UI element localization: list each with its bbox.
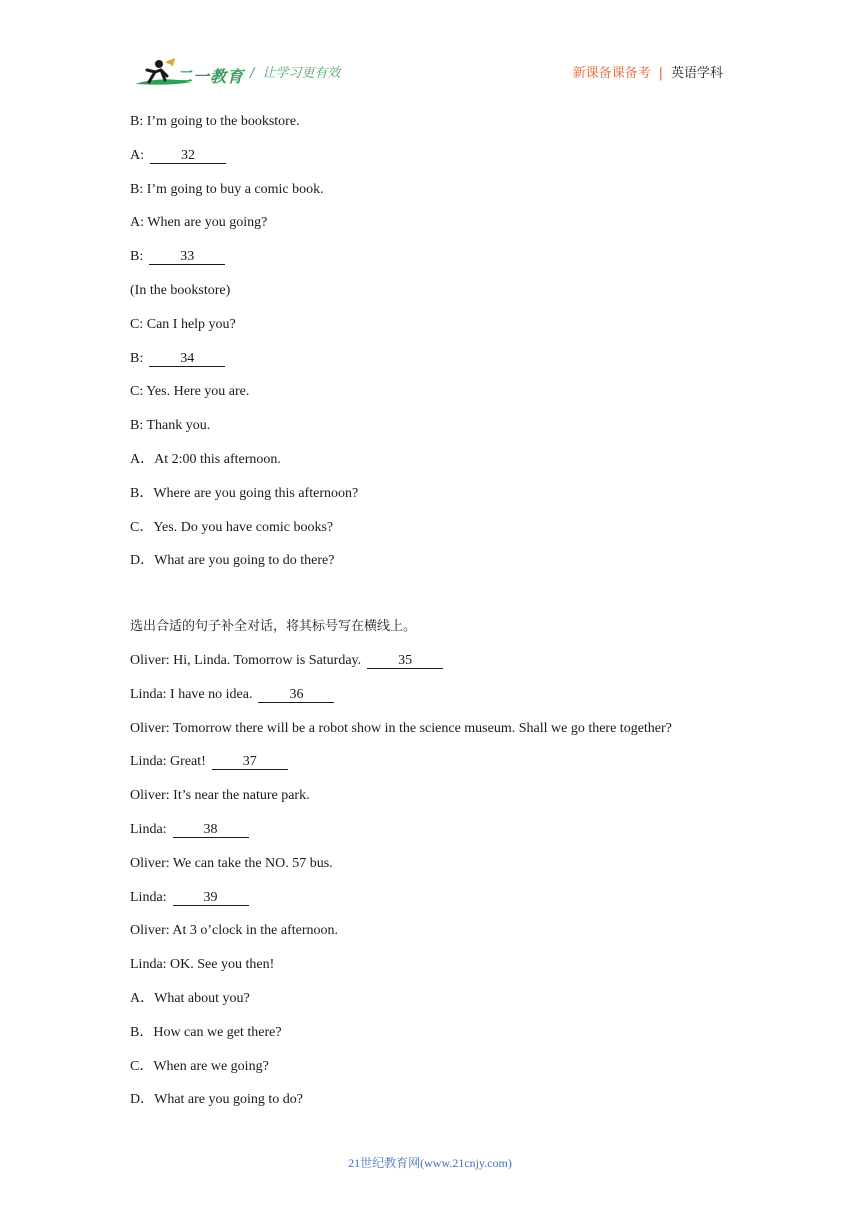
section-gap — [130, 585, 730, 617]
dialogue-line — [130, 315, 730, 335]
line-text: Oliver: Hi, Linda. Tomorrow is Saturday. — [130, 652, 362, 668]
dialogue-line — [130, 820, 730, 840]
line-text: Linda: I have no idea. — [130, 686, 253, 702]
dialogue-line — [130, 146, 730, 166]
header-separator: | — [658, 66, 663, 81]
line-text: A．What about you? — [130, 990, 250, 1006]
dialogue-line — [130, 989, 730, 1009]
line-text: B: I’m going to the bookstore. — [130, 114, 300, 129]
logo-text: 二一教育 — [176, 67, 245, 86]
line-text: B．How can we get there? — [130, 1024, 282, 1040]
line-text: B: — [130, 350, 144, 366]
dialogue-line — [130, 180, 730, 200]
dialogue-line — [130, 786, 730, 806]
line-text: B: Thank you. — [130, 418, 211, 434]
line-text: Oliver: Tomorrow there will be a robot show in the science museum. Shall we go there together? — [130, 720, 672, 736]
dialogue-line — [130, 921, 730, 941]
line-text: Oliver: We can take the NO. 57 bus. — [130, 855, 333, 871]
dialogue-line — [130, 651, 730, 671]
document-body — [130, 112, 730, 1124]
dialogue-line — [130, 888, 730, 908]
slogan — [250, 62, 340, 81]
line-text: Linda: OK. See you then! — [130, 957, 275, 973]
answer-blank[interactable]: 32 — [150, 149, 226, 164]
dialogue-line — [130, 719, 730, 739]
line-text: Linda: — [130, 889, 167, 905]
dialogue-1 — [130, 112, 730, 571]
dialogue-line — [130, 484, 730, 504]
dialogue-line — [130, 349, 730, 369]
answer-blank[interactable]: 34 — [149, 352, 225, 367]
dialogue-line — [130, 281, 730, 301]
line-text: A．At 2:00 this afternoon. — [130, 451, 281, 467]
header-right — [573, 62, 723, 81]
dialogue-line — [130, 416, 730, 436]
line-text: B: — [130, 249, 144, 265]
page-footer: 21世纪教育网(www.21cnjy.com) — [348, 1156, 512, 1170]
answer-blank[interactable]: 36 — [258, 688, 334, 703]
line-text: C: Can I help you? — [130, 316, 236, 332]
answer-blank[interactable]: 39 — [173, 891, 249, 906]
dialogue-line — [130, 382, 730, 402]
answer-blank[interactable]: 35 — [367, 654, 443, 669]
dialogue-line — [130, 685, 730, 705]
slogan-slash: / — [250, 66, 255, 81]
dialogue-line — [130, 955, 730, 975]
dialogue-line — [130, 1090, 730, 1110]
line-text: B: I’m going to buy a comic book. — [130, 181, 324, 197]
line-text: A: When are you going? — [130, 215, 268, 231]
dialogue-line — [130, 1023, 730, 1043]
dialogue-line — [130, 551, 730, 571]
dialogue-2 — [130, 651, 730, 1110]
dialogue-line — [130, 1057, 730, 1077]
header-subject-label: 英语学科 — [670, 66, 723, 81]
line-text: D．What are you going to do? — [130, 1092, 304, 1108]
answer-blank[interactable]: 37 — [212, 755, 288, 770]
line-text: D．What are you going to do there? — [130, 553, 335, 569]
line-text: A: — [130, 147, 144, 163]
line-text: (In the bookstore) — [130, 282, 231, 298]
answer-blank[interactable]: 38 — [173, 823, 249, 838]
page-header — [0, 0, 860, 100]
dialogue-line — [130, 247, 730, 267]
line-text: C．When are we going? — [130, 1058, 269, 1074]
line-text: B．Where are you going this afternoon? — [130, 485, 359, 501]
section-instruction: 选出合适的句子补全对话，将其标号写在横线上。 — [130, 619, 417, 635]
dialogue-line — [130, 752, 730, 772]
line-text: Oliver: At 3 o’clock in the afternoon. — [130, 923, 338, 939]
line-text: C: Yes. Here you are. — [130, 384, 250, 400]
line-text: C．Yes. Do you have comic books? — [130, 519, 334, 535]
answer-blank[interactable]: 33 — [149, 250, 225, 265]
dialogue-line — [130, 112, 730, 132]
dialogue-line — [130, 518, 730, 538]
slogan-text: 让学习更有效 — [262, 66, 341, 81]
header-course-label: 新课备课备考 — [572, 66, 651, 81]
line-text: Linda: — [130, 821, 167, 837]
dialogue-line — [130, 213, 730, 233]
line-text: Linda: Great! — [130, 754, 206, 770]
dialogue-line — [130, 854, 730, 874]
dialogue-line — [130, 450, 730, 470]
line-text: Oliver: It’s near the nature park. — [130, 788, 310, 804]
